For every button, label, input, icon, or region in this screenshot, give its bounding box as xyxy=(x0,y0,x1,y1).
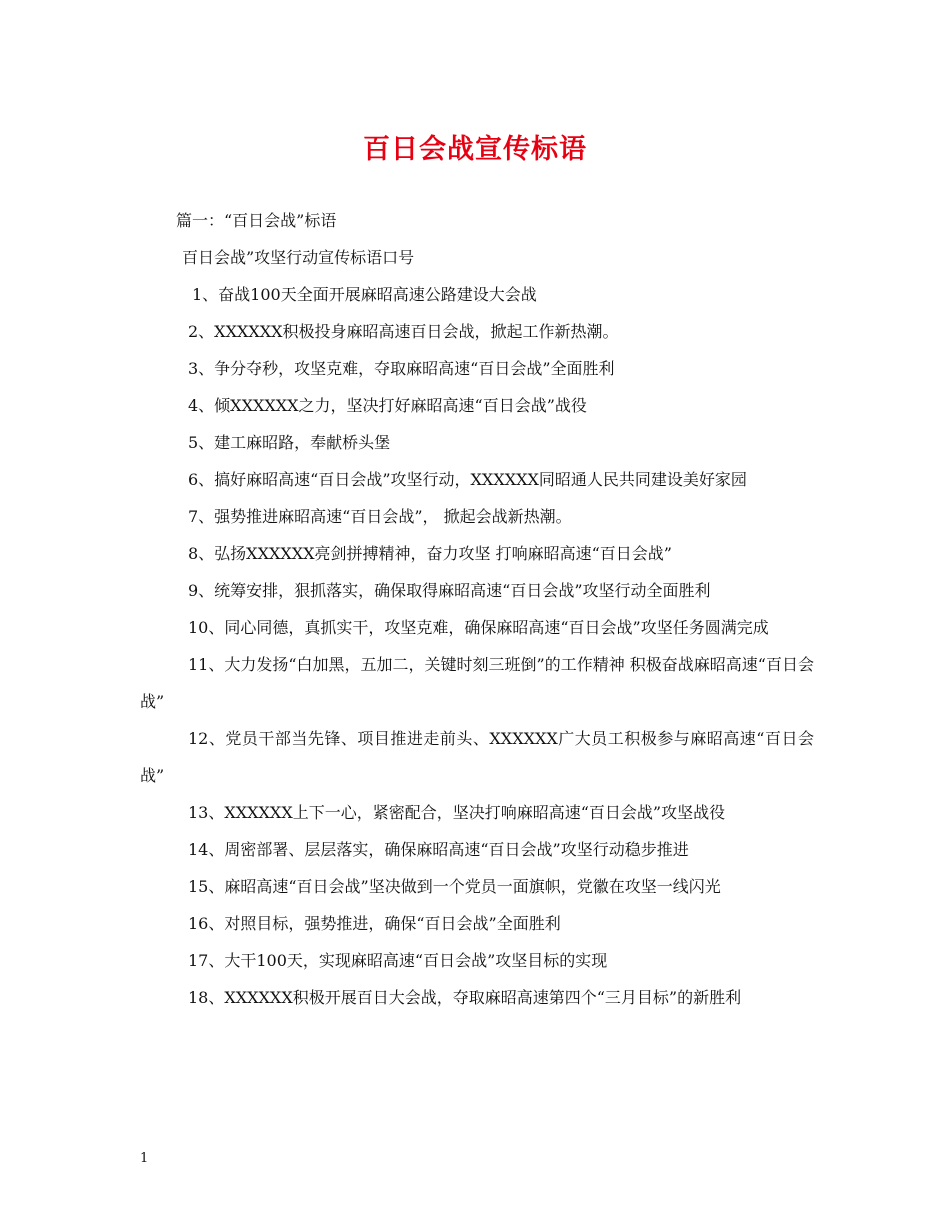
list-item: 6、搞好麻昭高速“百日会战”攻坚行动，XXXXXX同昭通人民共同建设美好家园 xyxy=(188,470,747,489)
list-item: 10、同心同德，真抓实干，攻坚克难，确保麻昭高速“百日会战”攻坚任务圆满完成 xyxy=(188,618,769,637)
list-item: 8、弘扬XXXXXX亮剑拼搏精神，奋力攻坚 打响麻昭高速“百日会战” xyxy=(188,544,672,563)
list-item: 12、党员干部当先锋、项目推进走前头、XXXXXX广大员工积极参与麻昭高速“百日会战” xyxy=(140,729,814,785)
list-item: 17、大干100天，实现麻昭高速“百日会战”攻坚目标的实现 xyxy=(188,951,608,970)
list-item: 1、奋战100天全面开展麻昭高速公路建设大会战 xyxy=(192,285,537,304)
list-item: 11、大力发扬“白加黑，五加二，关键时刻三班倒”的工作精神 积极奋战麻昭高速“百日会战” xyxy=(140,655,814,711)
section-subheading: 百日会战”攻坚行动宣传标语口号 xyxy=(182,248,415,267)
document-body xyxy=(140,202,814,1016)
list-item: 15、麻昭高速“百日会战”坚决做到一个党员一面旗帜，党徽在攻坚一线闪光 xyxy=(188,877,721,896)
list-item: 9、统筹安排，狠抓落实，确保取得麻昭高速“百日会战”攻坚行动全面胜利 xyxy=(188,581,711,600)
list-item: 2、XXXXXX积极投身麻昭高速百日会战，掀起工作新热潮。 xyxy=(188,322,619,341)
list-item: 16、对照目标，强势推进，确保“百日会战”全面胜利 xyxy=(188,914,561,933)
list-item: 14、周密部署、层层落实，确保麻昭高速“百日会战”攻坚行动稳步推进 xyxy=(188,840,689,859)
page-number: 1 xyxy=(140,1151,149,1166)
list-item: 3、争分夺秒，攻坚克难，夺取麻昭高速“百日会战”全面胜利 xyxy=(188,359,615,378)
list-item: 5、建工麻昭路，奉献桥头堡 xyxy=(188,433,391,452)
list-item: 7、强势推进麻昭高速“百日会战”， 掀起会战新热潮。 xyxy=(188,507,572,526)
list-item: 4、倾XXXXXX之力，坚决打好麻昭高速“百日会战”战役 xyxy=(188,396,587,415)
list-item: 18、XXXXXX积极开展百日大会战，夺取麻昭高速第四个“三月目标”的新胜利 xyxy=(188,988,742,1007)
list-item: 13、XXXXXX上下一心，紧密配合，坚决打响麻昭高速“百日会战”攻坚战役 xyxy=(188,803,726,822)
document-title: 百日会战宣传标语 xyxy=(363,134,587,165)
section-heading: 篇一：“百日会战”标语 xyxy=(176,211,337,230)
